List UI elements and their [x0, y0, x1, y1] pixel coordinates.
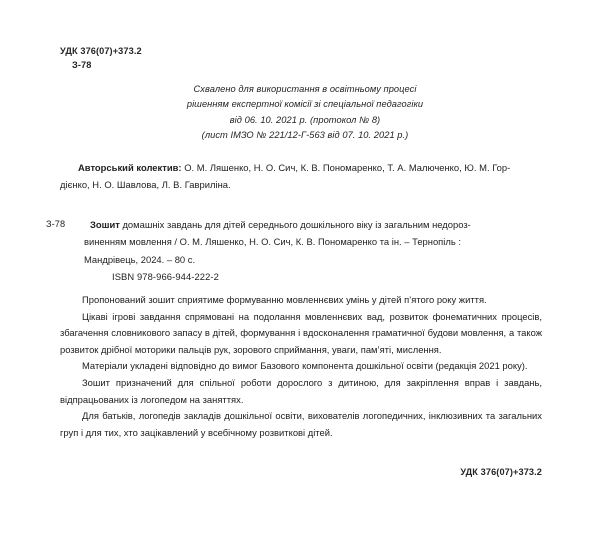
annotation-paragraph: Пропонований зошит сприятиме формуванню мовленнєвих умінь у дітей п’ятого року життя. — [82, 294, 487, 305]
approval-line-3: від 06. 10. 2021 р. (протокол № 8) — [229, 114, 381, 125]
bibrec-body — [84, 216, 544, 286]
isbn-value: ISBN 978-966-944-222-2 — [112, 271, 219, 283]
approval-line-1: Схвалено для використання в освітньому процесі — [193, 84, 417, 94]
bibrec-line-3: Мандрівець, 2024. – 80 с. — [84, 253, 196, 265]
annotation-paragraph: Зошит призначений для спільної роботи дорослого з дитиною, для закріплення вправ і завдань, відпрацьованих із логопедом на заняттях. — [60, 376, 542, 405]
udc-header-block — [60, 44, 142, 72]
authors-names-part-1: О. М. Ляшенко, Н. О. Сич, К. В. Пономаренко, Т. А. Малюченко, Ю. М. Гор- — [181, 162, 511, 173]
bibrec-line-1-rest: домашніх завдань для дітей середнього дошкільного віку із загальним недороз- — [119, 219, 471, 230]
approval-line-2: рішенням експертної комісії зі спеціальної педагогіки — [186, 99, 424, 110]
authors-block — [60, 160, 542, 193]
annotation-block — [60, 292, 542, 441]
udc-footer: УДК 376(07)+373.2 — [460, 467, 542, 477]
annotation-paragraph: Для батьків, логопедів закладів дошкільної освіти, вихователів логопедичних, інклюзивних та загальних груп і для тих, хто зацікавлений у всебічному розвиткові дітей. — [60, 410, 542, 438]
shelf-mark: З-78 — [72, 60, 92, 70]
approval-block — [130, 82, 480, 143]
approval-line-4: (лист ІМЗО № 221/12-Г-563 від 07. 10. 2021 р.) — [201, 129, 409, 140]
authors-line-1 — [60, 160, 542, 177]
annotation-paragraph: Цікаві ігрові завдання спрямовані на подолання мовленнєвих вад, розвиток фонематичних процесів, збагачення словникового запасу в дітей, формування і вдосконалення граматичної будови мовлення, а також розвиток дрібної моторики пальців рук, зорового сприймання, уваги, пам’яті, мислення. — [60, 310, 542, 355]
authors-label: Авторський колектив: — [78, 162, 182, 173]
bibrec-line-1 — [84, 216, 544, 233]
udc-code: УДК 376(07)+373.2 — [60, 46, 142, 56]
authors-line-2: дієнко, Н. О. Шавлова, Л. В. Гавриліна. — [60, 178, 231, 190]
annotation-paragraph: Матеріали укладені відповідно до вимог Базового компонента дошкільної освіти (редакція 2021 року). — [82, 360, 528, 372]
bibliographic-record — [46, 216, 546, 286]
bibrec-line-2: виненням мовлення / О. М. Ляшенко, Н. О. Сич, К. В. Пономаренко та ін. – Тернопіль : — [84, 236, 461, 248]
bibrec-title: Зошит — [90, 219, 120, 230]
bibrec-shelf-mark: З-78 — [46, 219, 66, 229]
